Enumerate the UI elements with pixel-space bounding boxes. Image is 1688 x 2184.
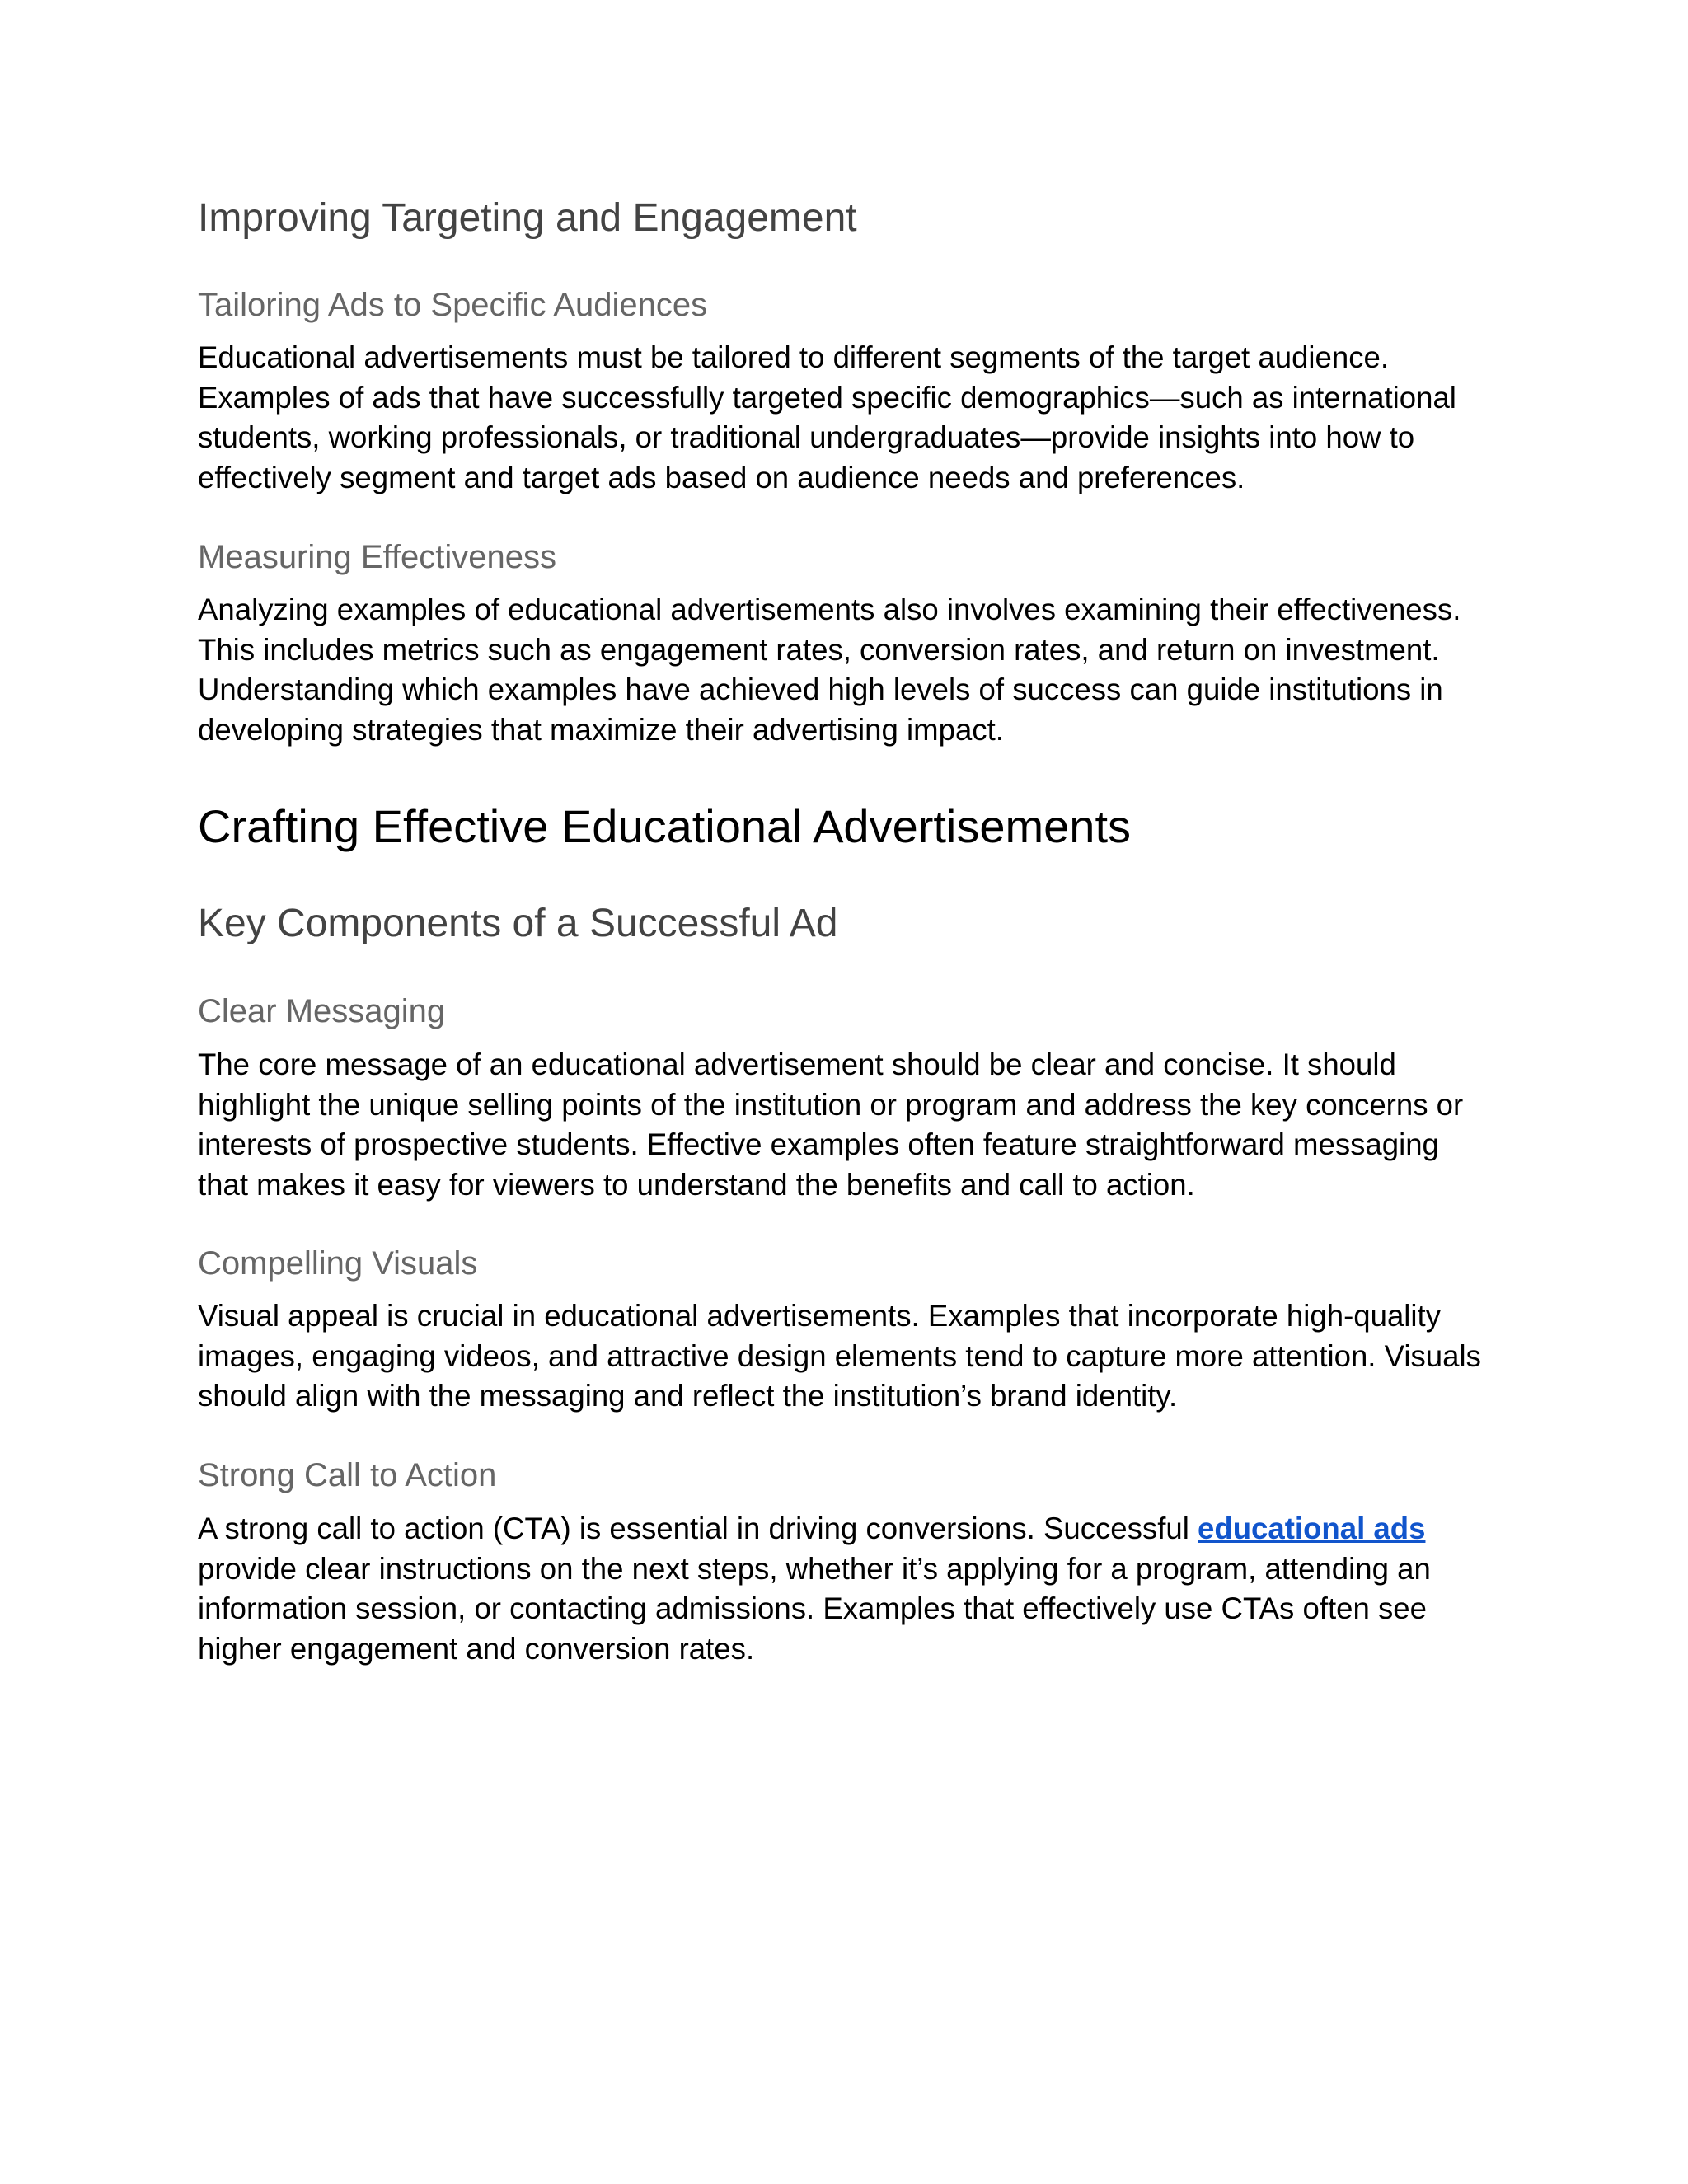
heading-clear-messaging: Clear Messaging (198, 993, 446, 1029)
heading-strong-call-to-action: Strong Call to Action (198, 1457, 497, 1493)
text-line: effectively segment and target ads based on audience needs and preferences. (198, 460, 1245, 494)
heading-key-components: Key Components of a Successful Ad (198, 902, 838, 945)
text-line: This includes metrics such as engagement rates, conversion rates, and return on investment. (198, 632, 1440, 667)
text-line: information session, or contacting admissions. Examples that effectively use CTAs often see (198, 1591, 1427, 1625)
text-line: Understanding which examples have achieved high levels of success can guide institutions in (198, 673, 1443, 706)
paragraph-tailoring-ads (198, 338, 1508, 498)
text-line: Examples of ads that have successfully targeted specific demographics—such as international (198, 380, 1456, 415)
text-line: highlight the unique selling points of the institution or program and address the key concerns or (198, 1087, 1464, 1122)
paragraph-measuring-effectiveness (198, 590, 1508, 750)
text-line: should align with the messaging and reflect the institution’s brand identity. (198, 1379, 1178, 1413)
text-line: Analyzing examples of educational advertisements also involves examining their effectiveness. (198, 593, 1461, 626)
educational-ads-link[interactable]: educational ads (1198, 1511, 1426, 1545)
heading-crafting-effective-ads: Crafting Effective Educational Advertisements (198, 800, 1132, 852)
text-segment: A strong call to action (CTA) is essential in driving conversions. Successful (198, 1511, 1198, 1545)
text-line: students, working professionals, or traditional undergraduates—provide insights into how to (198, 420, 1415, 454)
text-line: The core message of an educational advertisement should be clear and concise. It should (198, 1047, 1396, 1081)
text-line: developing strategies that maximize their advertising impact. (198, 712, 1004, 747)
paragraph-compelling-visuals (198, 1296, 1508, 1417)
text-line: Visual appeal is crucial in educational advertisements. Examples that incorporate high-quality (198, 1299, 1441, 1333)
text-line: images, engaging videos, and attractive design elements tend to capture more attention. Visuals (198, 1338, 1481, 1373)
text-line (198, 1509, 1508, 1549)
paragraph-clear-messaging (198, 1045, 1508, 1205)
heading-tailoring-ads: Tailoring Ads to Specific Audiences (198, 287, 708, 323)
heading-compelling-visuals: Compelling Visuals (198, 1245, 478, 1282)
heading-improving-targeting: Improving Targeting and Engagement (198, 196, 857, 240)
text-line: provide clear instructions on the next steps, whether it’s applying for a program, attending an (198, 1551, 1431, 1586)
text-line: Educational advertisements must be tailored to different segments of the target audience. (198, 340, 1390, 374)
paragraph-strong-call-to-action (198, 1509, 1508, 1669)
text-line: interests of prospective students. Effective examples often feature straightforward messaging (198, 1127, 1439, 1161)
heading-measuring-effectiveness: Measuring Effectiveness (198, 539, 557, 575)
text-line: that makes it easy for viewers to understand the benefits and call to action. (198, 1167, 1195, 1202)
text-line: higher engagement and conversion rates. (198, 1631, 755, 1666)
